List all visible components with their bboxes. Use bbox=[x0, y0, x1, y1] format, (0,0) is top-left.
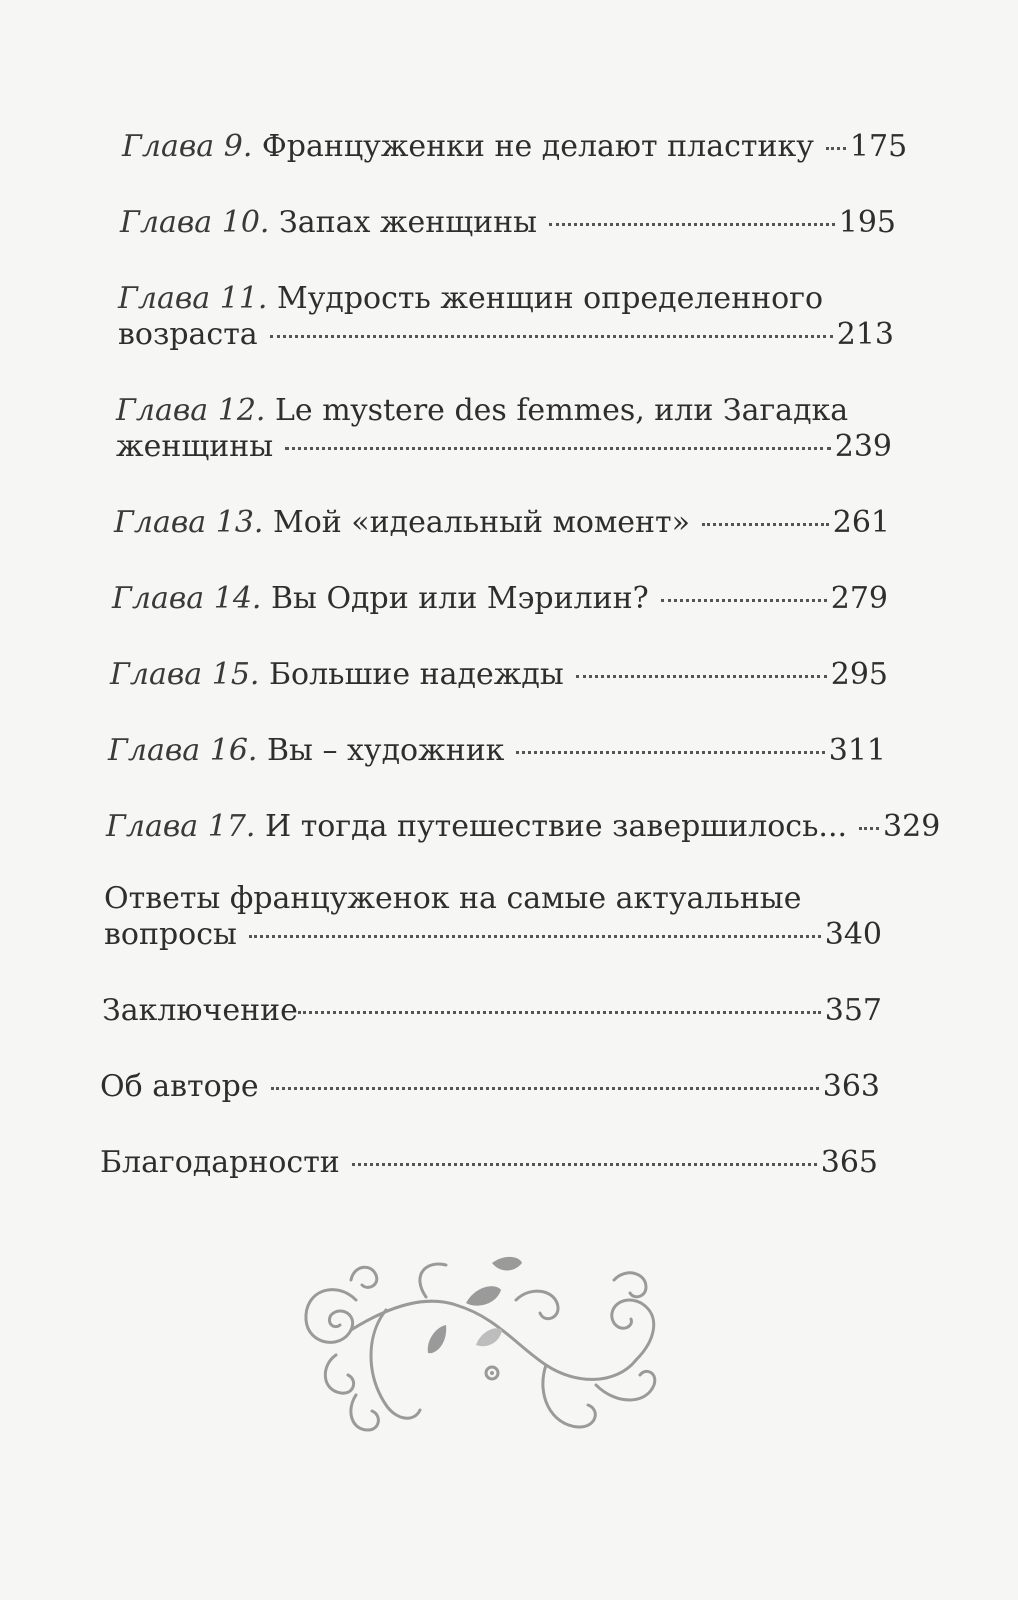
toc-entry-conclusion[interactable] bbox=[102, 993, 882, 1032]
toc-entry-chapter-15[interactable] bbox=[110, 657, 888, 696]
section-title: Заключение bbox=[102, 993, 298, 1028]
toc-line bbox=[116, 429, 892, 468]
toc-entry-chapter-10[interactable] bbox=[120, 205, 896, 244]
page-number: 261 bbox=[832, 505, 890, 540]
chapter-label: Глава 15. bbox=[110, 657, 260, 692]
page-number: 295 bbox=[830, 657, 888, 692]
toc-entry-chapter-14[interactable] bbox=[112, 581, 888, 620]
dot-leader bbox=[516, 751, 824, 754]
dot-leader bbox=[826, 147, 846, 150]
toc-line bbox=[116, 393, 892, 432]
dot-leader bbox=[271, 1087, 819, 1090]
page-number: 365 bbox=[820, 1145, 878, 1180]
chapter-title-continued: женщины bbox=[116, 429, 274, 464]
page-number: 357 bbox=[824, 993, 882, 1028]
dot-leader bbox=[859, 827, 879, 830]
swirl-vine-ornament-icon bbox=[296, 1245, 676, 1455]
toc-line bbox=[104, 881, 882, 920]
dot-leader bbox=[352, 1163, 817, 1166]
toc-entry-answers[interactable] bbox=[104, 881, 882, 956]
toc-entry-chapter-11[interactable] bbox=[118, 281, 894, 356]
page-number: 340 bbox=[824, 917, 882, 952]
page-number: 311 bbox=[828, 733, 886, 768]
section-title: Благодарности bbox=[100, 1145, 340, 1180]
chapter-title: Француженки не делают пластику bbox=[261, 129, 814, 164]
page-number: 329 bbox=[883, 809, 941, 844]
section-title-continued: вопросы bbox=[104, 917, 237, 952]
chapter-label: Глава 16. bbox=[108, 733, 258, 768]
dot-leader bbox=[270, 335, 833, 338]
page-number: 279 bbox=[830, 581, 888, 616]
toc-line bbox=[122, 129, 908, 168]
toc-line bbox=[104, 917, 882, 956]
chapter-label: Глава 9. bbox=[122, 129, 253, 164]
dot-leader bbox=[576, 675, 827, 678]
chapter-label: Глава 14. bbox=[112, 581, 262, 616]
toc-line bbox=[118, 281, 894, 320]
chapter-label: Глава 17. bbox=[106, 809, 256, 844]
chapter-title: Мой «идеальный момент» bbox=[273, 505, 690, 540]
toc-line bbox=[110, 657, 888, 696]
page-number: 213 bbox=[836, 317, 894, 352]
toc-line bbox=[102, 993, 882, 1032]
page-number: 363 bbox=[822, 1069, 880, 1104]
chapter-title: Большие надежды bbox=[269, 657, 564, 692]
dot-leader bbox=[549, 223, 835, 226]
chapter-title: Вы – художник bbox=[267, 733, 505, 768]
chapter-title: Мудрость женщин определенного bbox=[277, 281, 824, 316]
dot-leader bbox=[285, 447, 831, 450]
toc-line bbox=[100, 1069, 880, 1108]
toc-entry-acknowledgements[interactable] bbox=[100, 1145, 878, 1184]
toc-entry-about-author[interactable] bbox=[100, 1069, 880, 1108]
dot-leader bbox=[661, 599, 827, 602]
toc-entry-chapter-9[interactable] bbox=[122, 129, 908, 168]
toc-line bbox=[114, 505, 890, 544]
chapter-label: Глава 11. bbox=[118, 281, 268, 316]
chapter-label: Глава 12. bbox=[116, 393, 266, 428]
toc-line bbox=[106, 809, 941, 848]
section-title: Об авторе bbox=[100, 1069, 259, 1104]
toc-line bbox=[120, 205, 896, 244]
toc-entry-chapter-17[interactable] bbox=[106, 809, 941, 848]
page-number: 175 bbox=[849, 129, 908, 164]
toc-entry-chapter-12[interactable] bbox=[116, 393, 892, 468]
page-number: 239 bbox=[834, 429, 892, 464]
chapter-title: И тогда путешествие завершилось... bbox=[265, 809, 848, 844]
dot-leader bbox=[298, 1011, 821, 1014]
chapter-label: Глава 10. bbox=[120, 205, 270, 240]
toc-entry-chapter-13[interactable] bbox=[114, 505, 890, 544]
toc-line bbox=[112, 581, 888, 620]
toc-entry-chapter-16[interactable] bbox=[108, 733, 886, 772]
dot-leader bbox=[702, 523, 829, 526]
toc-line bbox=[118, 317, 894, 356]
dot-leader bbox=[249, 935, 821, 938]
chapter-label: Глава 13. bbox=[114, 505, 264, 540]
chapter-title: Вы Одри или Мэрилин? bbox=[271, 581, 649, 616]
section-title: Ответы француженок на самые актуальные bbox=[104, 881, 802, 916]
toc-line bbox=[108, 733, 886, 772]
chapter-title: Запах женщины bbox=[279, 205, 538, 240]
toc-line bbox=[100, 1145, 878, 1184]
page-number: 195 bbox=[838, 205, 896, 240]
chapter-title: Le mystere des femmes, или Загадка bbox=[275, 393, 849, 428]
chapter-title-continued: возраста bbox=[118, 317, 258, 352]
